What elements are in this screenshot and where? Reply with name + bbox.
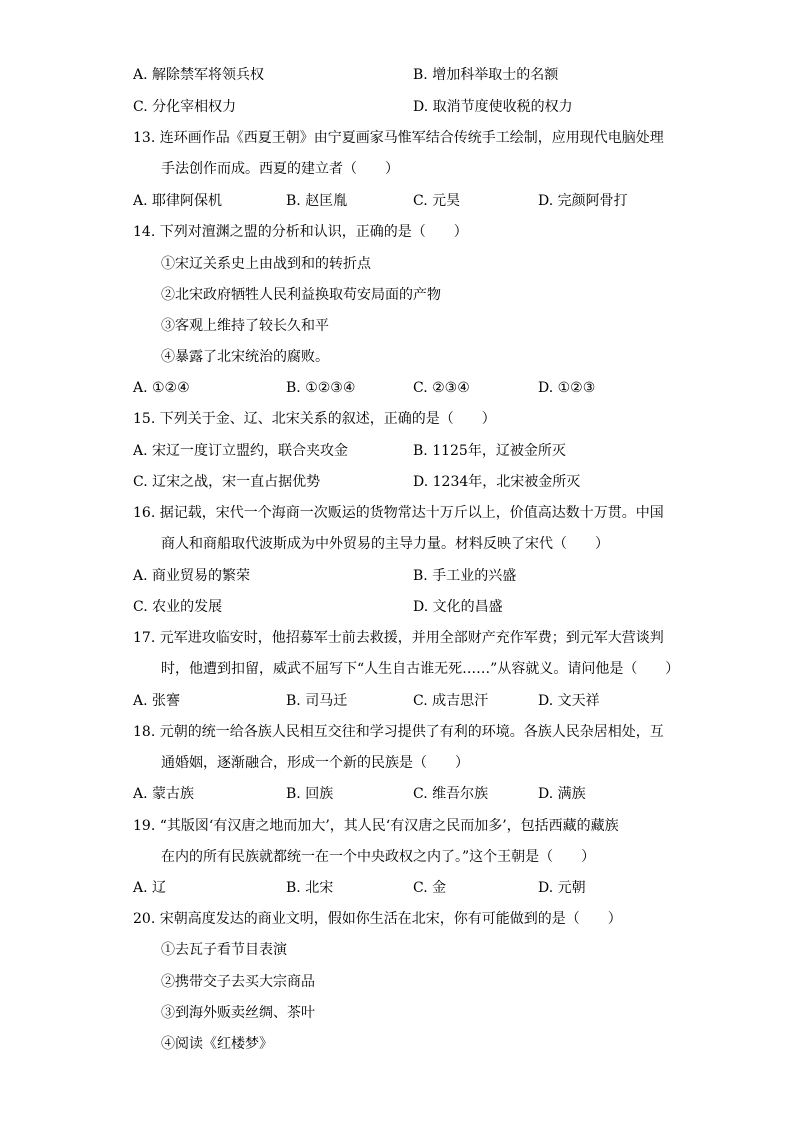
q19-option-d: D. 元朝	[538, 880, 586, 896]
q19-option-c: C. 金	[413, 880, 447, 896]
q12-option-d: D. 取消节度使收税的权力	[413, 99, 573, 115]
q20-item-3: ③到海外贩卖丝绸、茶叶	[161, 1005, 315, 1021]
q14-option-c: C. ②③④	[413, 380, 470, 396]
q15-option-b: B. 1125年，辽被金所灭	[413, 443, 566, 459]
q16-option-d: D. 文化的昌盛	[413, 599, 503, 615]
q18-option-c: C. 维吾尔族	[413, 786, 489, 802]
q18-option-a: A. 蒙古族	[133, 786, 195, 802]
q17-stem-line-2: 时，他遭到扣留，威武不屈写下“人生自古谁无死……”从容就义。请问他是（ ）	[161, 661, 680, 677]
q17-option-c: C. 成吉思汗	[413, 693, 489, 709]
q14-item-1: ①宋辽关系史上由战到和的转折点	[161, 256, 371, 272]
q13-stem-line-1: 13. 连环画作品《西夏王朝》由宁夏画家马惟军结合传统手工绘制，应用现代电脑处理	[133, 130, 664, 146]
q17-stem-line-1: 17. 元军进攻临安时，他招募军士前去救援，并用全部财产充作军费；到元军大营谈判	[133, 630, 664, 646]
q16-option-a: A. 商业贸易的繁荣	[133, 568, 251, 584]
q19-stem-line-1: 19. “其版図‘有汉唐之地而加大’，其人民‘有汉唐之民而加多’，包括西藏的藏族	[133, 818, 619, 834]
q15-option-a: A. 宋辽一度订立盟约，联合夹攻金	[133, 443, 349, 459]
q14-option-b: B. ①②③④	[286, 380, 356, 396]
q18-option-d: D. 满族	[538, 786, 586, 802]
q14-option-a: A. ①②④	[133, 380, 190, 396]
q18-stem-line-1: 18. 元朝的统一给各族人民相互交往和学习提供了有利的环境。各族人民杂居相处，互	[133, 724, 664, 740]
q12-option-a: A. 解除禁军将领兵权	[133, 67, 265, 83]
q20-item-4: ④阅读《红楼梦》	[161, 1036, 273, 1052]
q14-item-2: ②北宋政府牺牲人民利益换取苟安局面的产物	[161, 287, 441, 303]
q19-option-a: A. 辽	[133, 880, 167, 896]
q18-stem-line-2: 通婚姻，逐渐融合，形成一个新的民族是（ ）	[161, 755, 469, 771]
q17-option-d: D. 文天祥	[538, 693, 600, 709]
q19-stem-line-2: 在内的所有民族就都统一在一个中央政权之内了。”这个王朝是（ ）	[161, 849, 596, 865]
q13-option-d: D. 完颜阿骨打	[538, 193, 628, 209]
q12-option-b: B. 增加科举取士的名额	[413, 67, 559, 83]
q19-option-b: B. 北宋	[286, 880, 334, 896]
q12-option-c: C. 分化宰相权力	[133, 99, 237, 115]
q15-option-d: D. 1234年，北宋被金所灭	[413, 474, 581, 490]
q16-stem-line-1: 16. 据记载，宋代一个海商一次贩运的货物常达十万斤以上，价值高达数十万贯。中国	[133, 505, 664, 521]
q20-stem: 20. 宋朝高度发达的商业文明，假如你生活在北宋，你有可能做到的是（ ）	[133, 911, 622, 927]
q14-item-3: ③客观上维持了较长久和平	[161, 318, 329, 334]
q17-option-a: A. 张謇	[133, 693, 181, 709]
q20-item-2: ②携带交子去买大宗商品	[161, 974, 315, 990]
q13-option-c: C. 元昊	[413, 193, 461, 209]
q14-option-d: D. ①②③	[538, 380, 596, 396]
q16-option-c: C. 农业的发展	[133, 599, 223, 615]
q13-stem-line-2: 手法创作而成。西夏的建立者（ ）	[161, 161, 399, 177]
q18-option-b: B. 回族	[286, 786, 334, 802]
q14-stem: 14. 下列对澶渊之盟的分析和认识，正确的是（ ）	[133, 224, 468, 240]
q15-stem: 15. 下列关于金、辽、北宋关系的叙述，正确的是（ ）	[133, 411, 496, 427]
q13-option-b: B. 赵匡胤	[286, 193, 348, 209]
q17-option-b: B. 司马迁	[286, 693, 348, 709]
q15-option-c: C. 辽宋之战，宋一直占据优势	[133, 474, 321, 490]
q14-item-4: ④暴露了北宋统治的腐败。	[161, 349, 329, 365]
q16-option-b: B. 手工业的兴盛	[413, 568, 517, 584]
q16-stem-line-2: 商人和商船取代波斯成为中外贸易的主导力量。材料反映了宋代（ ）	[161, 536, 609, 552]
q20-item-1: ①去瓦子看节目表演	[161, 942, 287, 958]
q13-option-a: A. 耶律阿保机	[133, 193, 223, 209]
